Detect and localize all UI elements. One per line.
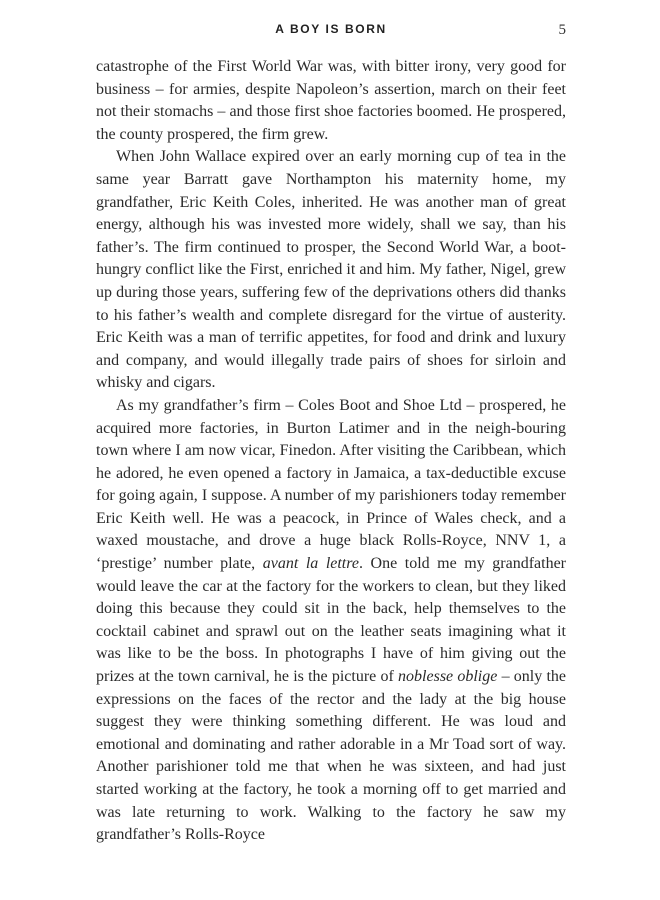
paragraph-text: catastrophe of the First World War was, with bitter irony, very good for business – for armies, despite Napoleon’s assertion, march on their feet not their stomachs – and those first shoe factories boomed. He prospered, the county prospered, the firm grew. <box>96 58 566 143</box>
paragraph-1 <box>96 56 566 146</box>
paragraph-text: – only the expressions on the faces of the rector and the lady at the big house suggest they were thinking something different. He was loud and emotional and dominating and rather adorable in a Mr Toad sort of way. Another parishioner told me that when he was sixteen, and had just started working at the factory, he took a morning off to get married and was late returning to work. Walking to the factory he saw my grandfather’s Rolls-Royce <box>96 668 566 844</box>
page-number: 5 <box>558 22 566 38</box>
paragraph-2 <box>96 146 566 395</box>
running-title: A BOY IS BORN <box>275 22 387 36</box>
italic-phrase: avant la lettre <box>262 555 359 573</box>
italic-phrase: noblesse oblige <box>398 668 498 686</box>
paragraph-3 <box>96 395 566 847</box>
paragraph-text: When John Wallace expired over an early morning cup of tea in the same year Barratt gave Northampton his maternity home, my grandfather, Eric Keith Coles, inherited. He was another man of great energy, although his was invested more widely, shall we say, than his father’s. The firm continued to prosper, the Second World War, a boot-hungry conflict like the First, enriched it and him. My father, Nigel, grew up during those years, suffering few of the deprivations others did thanks to his father’s wealth and complete disregard for the virtue of austerity. Eric Keith was a man of terrific appetites, for food and drink and luxury and company, and would illegally trade pairs of shoes for sirloin and whisky and cigars. <box>96 148 566 392</box>
body-text <box>96 56 566 847</box>
paragraph-text: As my grandfather’s firm – Coles Boot and Shoe Ltd – prospered, he acquired more factories, in Burton Latimer and in the neigh-bouring town where I am now vicar, Finedon. After visiting the Caribbean, which he adored, he even opened a factory in Jamaica, a tax-deductible excuse for going again, I suppose. A number of my parishioners today remember Eric Keith well. He was a peacock, in Prince of Wales check, and a waxed moustache, and drove a huge black Rolls-Royce, NNV 1, a ‘prestige’ number plate, <box>96 396 566 573</box>
running-head <box>96 22 566 42</box>
paragraph-text: . One told me my grandfather would leave the car at the factory for the workers to clean, but they liked doing this because they could sit in the back, help themselves to the cocktail cabinet and sprawl out on the leather seats imagining what it was like to be the boss. In photographs I have of him giving out the prizes at the town carnival, he is the picture of <box>96 555 567 686</box>
